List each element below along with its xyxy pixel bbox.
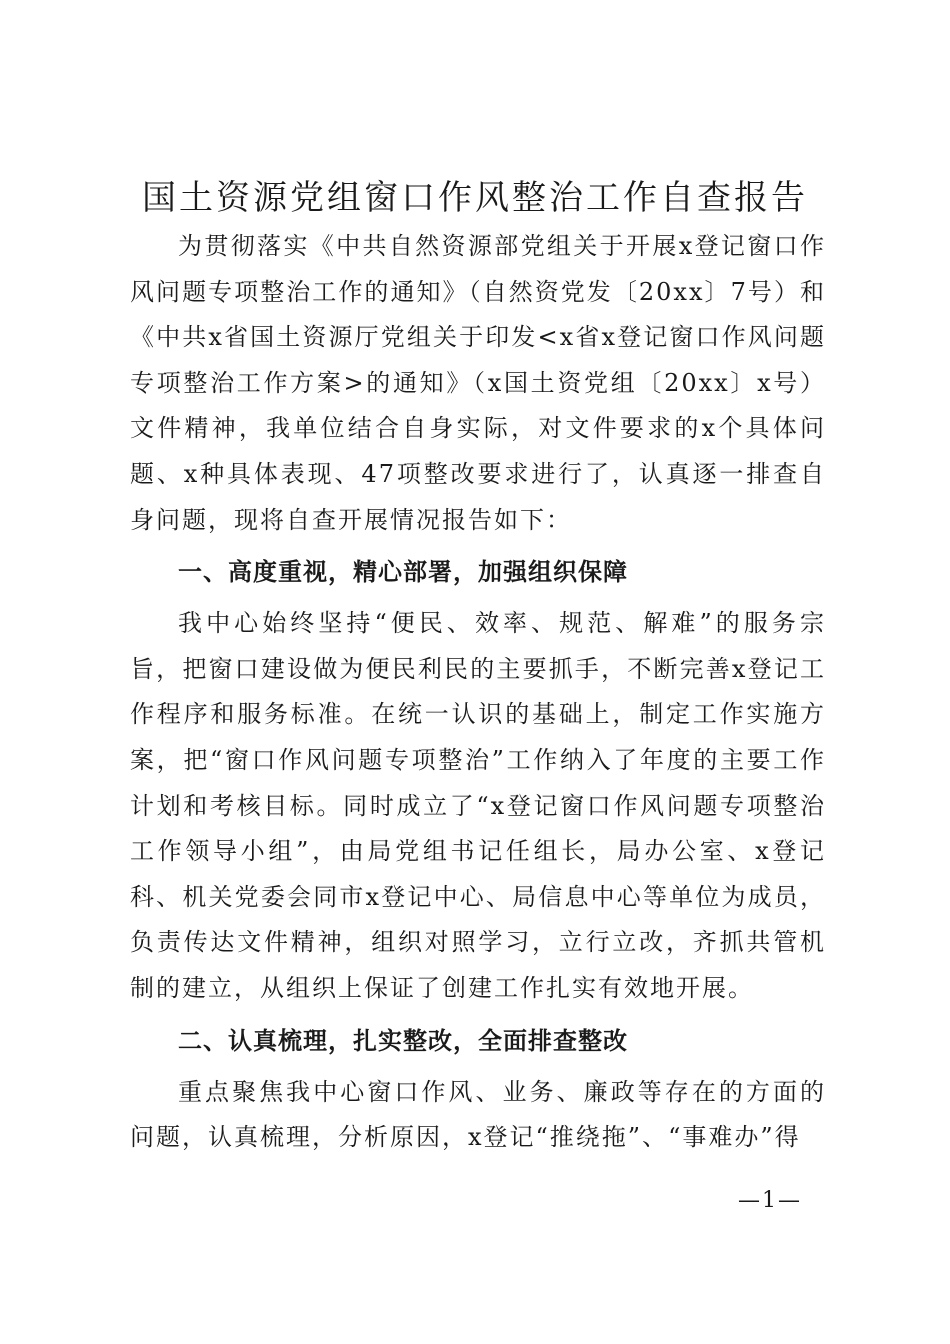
- section-2-paragraph: 重点聚焦我中心窗口作风、业务、廉政等存在的方面的问题，认真梳理，分析原因，x登记“推绕拖”、“事难办”得: [130, 1077, 826, 1152]
- page-number: —1—: [738, 1188, 802, 1213]
- intro-paragraph: 为贯彻落实《中共自然资源部党组关于开展x登记窗口作风问题专项整治工作的通知》（自然资党发〔20xx〕7号）和《中共x省国土资源厅党组关于印发<x省x登记窗口作风问题专项整治工作方案>的通知》（x国土资党组〔20xx〕x号）文件精神，我单位结合自身实际，对文件要求的x个具体问题、x种具体表现、47项整改要求进行了，认真逐一排查自身问题，现将自查开展情况报告如下：: [130, 232, 826, 534]
- section-2-heading: 二、认真梳理，扎实整改，全面排查整改: [178, 1026, 628, 1055]
- document-title: 国土资源党组窗口作风整治工作自查报告: [142, 178, 808, 218]
- document-body: [130, 224, 826, 1161]
- section-1-paragraph: 我中心始终坚持“便民、效率、规范、解难”的服务宗旨，把窗口建设做为便民利民的主要抓手，不断完善x登记工作程序和服务标准。在统一认识的基础上，制定工作实施方案，把“窗口作风问题专项整治”工作纳入了年度的主要工作计划和考核目标。同时成立了“x登记窗口作风问题专项整治工作领导小组”，由局党组书记任组长，局办公室、x登记科、机关党委会同市x登记中心、局信息中心等单位为成员，负责传达文件精神，组织对照学习，立行立改，齐抓共管机制的建立，从组织上保证了创建工作扎实有效地开展。: [130, 609, 826, 1002]
- section-1-heading: 一、高度重视，精心部署，加强组织保障: [178, 558, 628, 587]
